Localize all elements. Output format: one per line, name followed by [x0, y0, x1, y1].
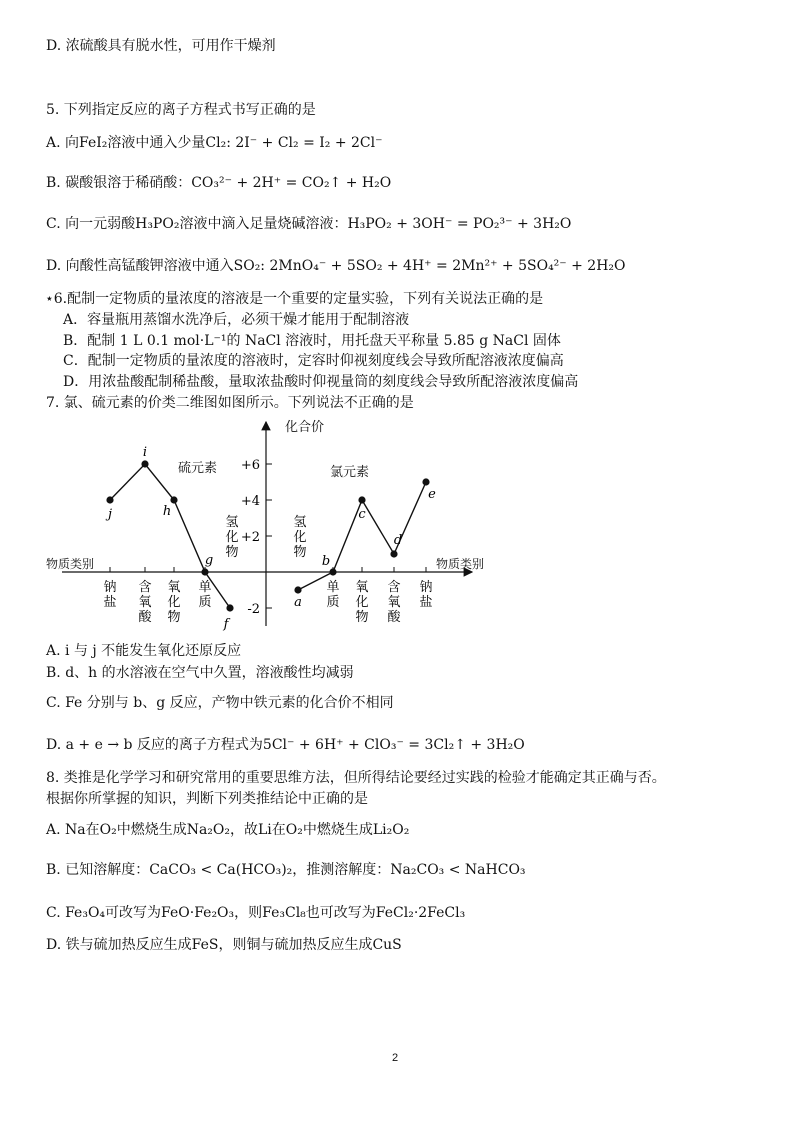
- q6-option-c: C．配制一定物质的量浓度的溶液时，定容时仰视刻度线会导致所配溶液浓度偏高: [63, 353, 564, 369]
- category-char: 氧: [167, 580, 181, 595]
- q4-option-d: D. 浓硫酸具有脱水性，可用作干燥剂: [46, 38, 276, 54]
- chlorine-category-label: [355, 580, 368, 625]
- category-char: 含: [138, 580, 152, 595]
- sulfur-point-label-h: h: [162, 504, 172, 519]
- q7-stem: 7. 氯、硫元素的价类二维图如图所示。下列说法不正确的是: [46, 395, 414, 411]
- page-number: 2: [392, 1052, 399, 1064]
- hydride-char: 化: [293, 530, 307, 545]
- q5-option-c: C. 向一元弱酸H₃PO₂溶液中滴入足量烧碱溶液：H₃PO₂ + 3OH⁻ = PO₂³⁻ + 3H₂O: [46, 216, 572, 232]
- category-char: 酸: [138, 610, 152, 625]
- chlorine-category-label: [419, 579, 432, 610]
- x-axis-label-left: 物质类别: [46, 557, 95, 571]
- sulfur-category-label: [167, 580, 180, 625]
- y-tick-label: +6: [240, 458, 260, 473]
- category-char: 盐: [103, 595, 117, 610]
- chlorine-hydride-label: [293, 515, 306, 560]
- hydride-char: 氢: [225, 515, 239, 530]
- chlorine-point-label-d: d: [393, 533, 403, 548]
- sulfur-point-j: [106, 496, 113, 503]
- y-axis-label: 化合价: [285, 420, 325, 435]
- category-char: 含: [387, 580, 401, 595]
- chlorine-category-label: [326, 580, 339, 610]
- hydride-char: 物: [225, 545, 239, 560]
- sulfur-point-g: [201, 568, 208, 575]
- sulfur-category-label: [198, 580, 211, 610]
- chlorine-point-d: [390, 550, 397, 557]
- chlorine-category-label: [387, 580, 401, 625]
- sulfur-point-h: [170, 496, 177, 503]
- category-char: 酸: [387, 610, 401, 625]
- sulfur-point-f: [226, 604, 233, 611]
- category-char: 钠: [103, 580, 117, 595]
- q8-stem-line2: 根据你所掌握的知识，判断下列类推结论中正确的是: [46, 791, 368, 807]
- y-tick-label: +4: [240, 494, 260, 509]
- chlorine-point-label-a: a: [294, 595, 302, 610]
- q7-option-d: D. a + e → b 反应的离子方程式为5Cl⁻ + 6H⁺ + ClO₃⁻ = 3Cl₂↑ + 3H₂O: [46, 737, 525, 753]
- q6-option-b: B．配制 1 L 0.1 mol·L⁻¹的 NaCl 溶液时，用托盘天平称量 5.85 g NaCl 固体: [63, 333, 561, 349]
- q7-option-a: A. i 与 j 不能发生氧化还原反应: [46, 643, 242, 659]
- q8-stem-line1: 8. 类推是化学学习和研究常用的重要思维方法，但所得结论要经过实践的检验才能确定其正确与否。: [46, 770, 666, 786]
- sulfur-point-i: [141, 460, 148, 467]
- category-char: 质: [198, 595, 212, 610]
- q6-option-a: A．容量瓶用蒸馏水洗净后，必须干燥才能用于配制溶液: [63, 312, 410, 328]
- category-char: 物: [355, 610, 369, 625]
- chlorine-point-label-c: c: [358, 507, 366, 522]
- y-tick-label: -2: [247, 602, 260, 617]
- category-char: 氧: [387, 595, 401, 610]
- chlorine-point-label-b: b: [321, 554, 331, 569]
- q7-option-b: B. d、h 的水溶液在空气中久置，溶液酸性均减弱: [46, 665, 354, 681]
- category-char: 氧: [355, 580, 369, 595]
- sulfur-point-label-j: j: [107, 507, 113, 522]
- valence-class-diagram: [42, 414, 502, 639]
- sulfur-hydride-label: [225, 515, 238, 560]
- q5-option-d: D. 向酸性高锰酸钾溶液中通入SO₂: 2MnO₄⁻ + 5SO₂ + 4H⁺ = 2Mn²⁺ + 5SO₄²⁻ + 2H₂O: [46, 258, 626, 274]
- x-axis-label-right: 物质类别: [436, 557, 485, 571]
- q8-option-b: B. 已知溶解度：CaCO₃ < Ca(HCO₃)₂，推测溶解度：Na₂CO₃ < NaHCO₃: [46, 862, 526, 878]
- sulfur-label: 硫元素: [178, 461, 218, 476]
- category-char: 单: [326, 580, 340, 595]
- chlorine-point-b: [329, 568, 336, 575]
- q8-option-c: C. Fe₃O₄可改写为FeO·Fe₂O₃，则Fe₃Cl₈也可改写为FeCl₂·2FeCl₃: [46, 905, 466, 921]
- chlorine-point-e: [422, 478, 429, 485]
- category-char: 单: [198, 580, 212, 595]
- chlorine-point-a: [294, 586, 301, 593]
- q5-stem: 5. 下列指定反应的离子方程式书写正确的是: [46, 102, 316, 118]
- category-char: 质: [326, 595, 340, 610]
- hydride-char: 化: [225, 530, 239, 545]
- sulfur-category-label: [103, 579, 116, 610]
- chlorine-label: 氯元素: [330, 465, 370, 480]
- category-char: 化: [167, 595, 181, 610]
- sulfur-point-label-i: i: [142, 445, 148, 460]
- chlorine-point-label-e: e: [428, 487, 436, 502]
- sulfur-category-label: [138, 580, 152, 625]
- q7-option-c: C. Fe 分别与 b、g 反应，产物中铁元素的化合价不相同: [46, 695, 394, 711]
- q6-stem: ⋆6.配制一定物质的量浓度的溶液是一个重要的定量实验，下列有关说法正确的是: [45, 291, 544, 307]
- chlorine-point-c: [358, 496, 365, 503]
- hydride-char: 物: [293, 545, 307, 560]
- q5-option-a: A. 向FeI₂溶液中通入少量Cl₂: 2I⁻ + Cl₂ = I₂ + 2Cl⁻: [46, 135, 383, 151]
- category-char: 物: [167, 610, 181, 625]
- y-tick-label: +2: [240, 530, 260, 545]
- sulfur-point-label-g: g: [204, 553, 214, 568]
- q5-option-b: B. 碳酸银溶于稀硝酸：CO₃²⁻ + 2H⁺ = CO₂↑ + H₂O: [46, 175, 392, 191]
- category-char: 化: [355, 595, 369, 610]
- sulfur-point-label-f: f: [223, 617, 229, 632]
- q8-option-a: A. Na在O₂中燃烧生成Na₂O₂，故Li在O₂中燃烧生成Li₂O₂: [46, 822, 410, 838]
- q6-option-d: D．用浓盐酸配制稀盐酸，量取浓盐酸时仰视量筒的刻度线会导致所配溶液浓度偏高: [63, 374, 579, 390]
- q8-option-d: D. 铁与硫加热反应生成FeS，则铜与硫加热反应生成CuS: [46, 937, 402, 953]
- category-char: 钠: [419, 580, 433, 595]
- category-char: 氧: [138, 595, 152, 610]
- category-char: 盐: [419, 595, 433, 610]
- hydride-char: 氢: [293, 515, 307, 530]
